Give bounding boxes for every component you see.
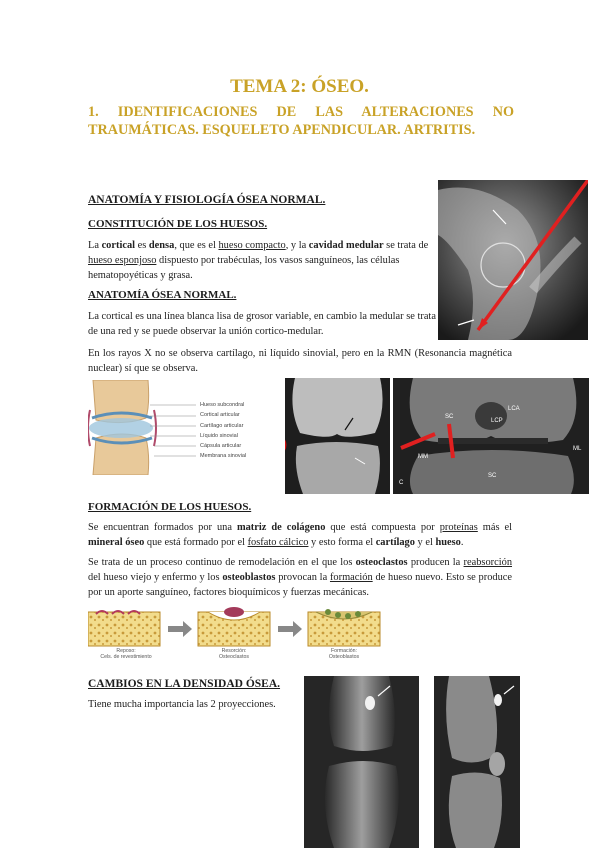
stage-label: Reposo: <box>116 648 136 654</box>
text-run: matriz de colágeno <box>236 522 326 533</box>
mri-label-c: C <box>399 480 404 486</box>
text-run: y el <box>414 537 436 549</box>
knee-mri-image <box>393 378 589 494</box>
text-run: que está compuesta por <box>325 522 440 533</box>
paragraph-constitucion <box>88 238 438 284</box>
text-run: hueso compacto <box>218 240 286 251</box>
text-run: cavidad medular <box>308 240 384 251</box>
stage-label: Formación: <box>331 648 357 654</box>
text-run: dispuesto por trabéculas, los vasos sanguíneos, las células hematopoyéticas y grasa. <box>88 255 400 282</box>
no-sign-icon <box>285 434 287 456</box>
subheading-anatomia-normal: ANATOMÍA ÓSEA NORMAL. <box>88 289 237 301</box>
text-run: , y la <box>285 240 309 251</box>
hip-xray-image <box>438 180 588 340</box>
text-run: mineral óseo <box>88 537 145 549</box>
text-run: se trata de <box>383 240 429 251</box>
text-run: provocan la <box>275 572 330 584</box>
text-run: cortical <box>101 240 136 251</box>
text-run: más el <box>477 522 512 533</box>
paragraph-anatomia-2: En los rayos X no se observa cartílago, ni líquido sinovial, pero en la RMN (Resonancia magnética nuclear) sí que se observa. <box>88 348 512 375</box>
knee-xray-image <box>285 378 390 494</box>
joint-label: Cápsula articular <box>200 443 242 450</box>
mri-label-mm: MM <box>418 454 428 460</box>
stage-label: Resorción: <box>221 648 247 654</box>
remodeling-diagram <box>88 606 388 666</box>
joint-label: Cortical articular <box>200 412 240 419</box>
mri-label-ml: ML <box>573 446 582 452</box>
stage-sublabel: Osteoblastos <box>328 654 360 660</box>
paragraph-formacion-1 <box>88 520 512 550</box>
text-run: del hueso viejo y enfermo y los <box>88 572 223 584</box>
joint-label: Líquido sinovial <box>200 432 238 439</box>
joint-diagram <box>88 380 288 475</box>
text-run: densa <box>148 240 175 251</box>
joint-label: Hueso subcondral <box>200 402 245 408</box>
text-run: . <box>460 537 464 549</box>
text-run: producen la <box>407 557 464 568</box>
paragraph-formacion-2 <box>88 555 512 601</box>
text-run: que está formado por el <box>144 537 248 549</box>
text-run: osteoclastos <box>355 557 408 568</box>
text-run: Se encuentran formados por una <box>88 522 237 533</box>
knee-xray-lateral-image <box>434 676 520 848</box>
stage-sublabel: Osteoclastos <box>219 654 249 660</box>
text-run: osteoblastos <box>222 572 276 584</box>
subheading-formacion: FORMACIÓN DE LOS HUESOS. <box>88 501 252 513</box>
paragraph-anatomia-1: La cortical es una línea blanca lisa de grosor variable, en cambio la medular se trata de una red y se puede observar la unión cortico-medular. <box>88 311 436 338</box>
joint-label: Cartílago articular <box>200 422 244 429</box>
text-run: reabsorción <box>463 557 513 568</box>
text-run: de hueso nuevo. Esto se produce por un aporte sanguíneo, factores bioquímicos y fuerzas mecánicas. <box>88 572 513 599</box>
text-run: hueso <box>435 537 461 549</box>
subheading-constitucion: CONSTITUCIÓN DE LOS HUESOS. <box>88 218 268 230</box>
text-run: hueso esponjoso <box>88 255 157 267</box>
stage-sublabel: Cels. de revestimiento <box>100 654 152 660</box>
section-heading-anatomia: ANATOMÍA Y FISIOLOGÍA ÓSEA NORMAL. <box>88 194 326 206</box>
mri-label-sc: SC <box>488 473 497 479</box>
mri-label-sc: SC <box>445 414 454 420</box>
knee-xray-ap-image <box>304 676 419 848</box>
joint-label: Membrana sinovial <box>200 453 247 460</box>
text-run: cartílago <box>375 537 415 549</box>
page-subtitle: 1. IDENTIFICACIONES DE LAS ALTERACIONES NO TRAUMÁTICAS. ESQUELETO APENDICULAR. ARTRITIS. <box>88 104 514 138</box>
text-run: y esto forma el <box>308 537 376 549</box>
page-title: TEMA 2: ÓSEO. <box>230 76 369 97</box>
section-heading-densidad: CAMBIOS EN LA DENSIDAD ÓSEA. <box>88 678 281 690</box>
text-run: formación <box>329 572 373 584</box>
text-run: fosfato cálcico <box>247 537 309 549</box>
mri-label-lca: LCA <box>508 406 520 412</box>
text-run: , que es el <box>174 240 219 251</box>
text-run: es <box>135 240 149 251</box>
text-run: La <box>88 240 102 251</box>
text-run: Se trata de un proceso continuo de remodelación en el que los <box>88 557 356 568</box>
paragraph-densidad: Tiene mucha importancia las 2 proyecciones. <box>88 699 276 710</box>
text-run: proteínas <box>439 522 478 533</box>
mri-label-lcp: LCP <box>491 418 503 424</box>
